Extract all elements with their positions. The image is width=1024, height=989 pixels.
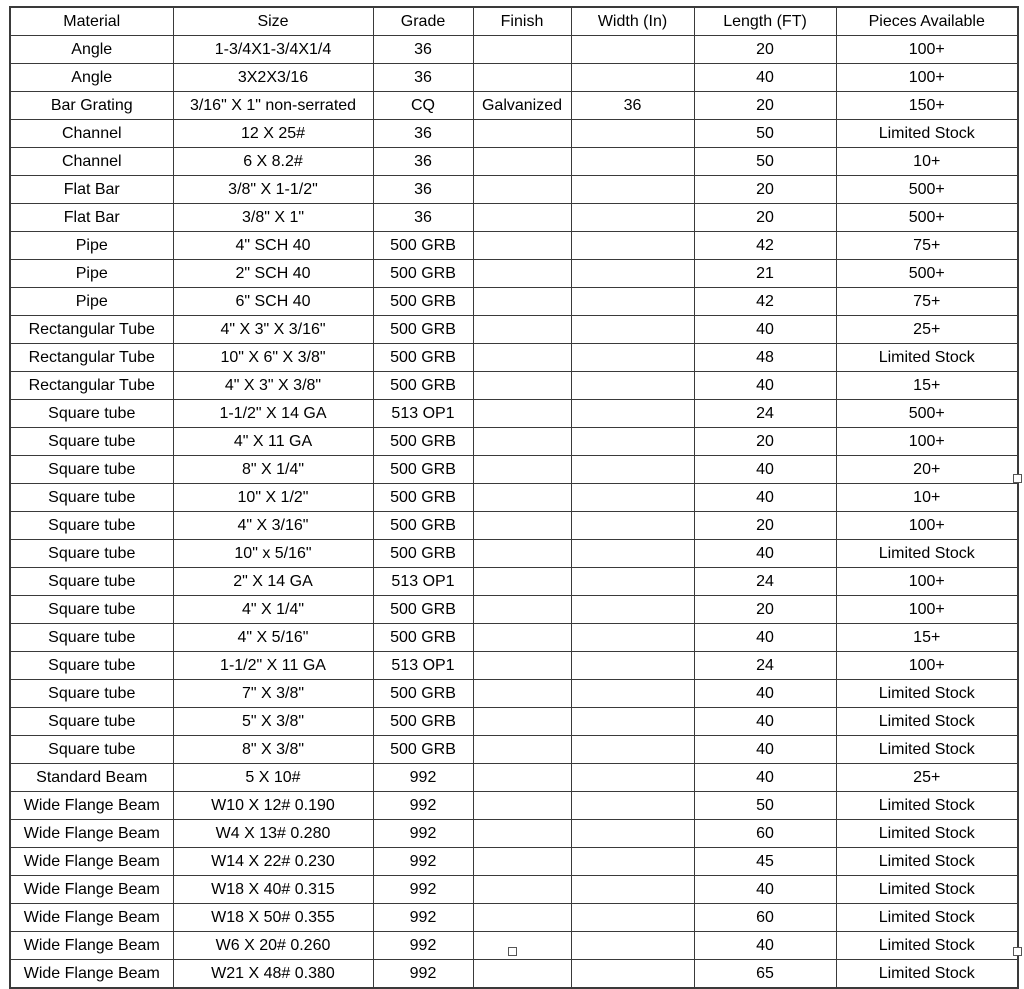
table-cell[interactable] bbox=[473, 64, 571, 92]
table-cell[interactable] bbox=[473, 708, 571, 736]
table-cell[interactable] bbox=[571, 596, 694, 624]
resize-handle-bottom[interactable] bbox=[508, 947, 517, 956]
resize-handle-corner[interactable] bbox=[1013, 947, 1022, 956]
table-cell[interactable]: 36 bbox=[373, 120, 473, 148]
table-cell[interactable]: 100+ bbox=[836, 652, 1018, 680]
table-cell[interactable]: Standard Beam bbox=[10, 764, 173, 792]
table-row[interactable] bbox=[10, 904, 1018, 932]
table-cell[interactable] bbox=[473, 428, 571, 456]
table-cell[interactable] bbox=[473, 400, 571, 428]
table-cell[interactable]: Limited Stock bbox=[836, 120, 1018, 148]
table-row[interactable] bbox=[10, 568, 1018, 596]
table-cell[interactable]: Rectangular Tube bbox=[10, 316, 173, 344]
table-cell[interactable] bbox=[473, 260, 571, 288]
table-cell[interactable]: Limited Stock bbox=[836, 960, 1018, 989]
table-cell[interactable]: 42 bbox=[694, 288, 836, 316]
table-cell[interactable]: Limited Stock bbox=[836, 736, 1018, 764]
table-row[interactable] bbox=[10, 36, 1018, 64]
table-cell[interactable]: Pipe bbox=[10, 232, 173, 260]
table-cell[interactable]: Square tube bbox=[10, 624, 173, 652]
table-cell[interactable]: Wide Flange Beam bbox=[10, 932, 173, 960]
table-cell[interactable] bbox=[571, 624, 694, 652]
table-row[interactable] bbox=[10, 960, 1018, 989]
table-cell[interactable]: W4 X 13# 0.280 bbox=[173, 820, 373, 848]
table-row[interactable] bbox=[10, 708, 1018, 736]
table-cell[interactable]: 992 bbox=[373, 904, 473, 932]
table-cell[interactable] bbox=[473, 148, 571, 176]
table-cell[interactable]: 5 X 10# bbox=[173, 764, 373, 792]
table-cell[interactable]: 20 bbox=[694, 176, 836, 204]
table-row[interactable] bbox=[10, 652, 1018, 680]
table-cell[interactable] bbox=[473, 652, 571, 680]
table-cell[interactable]: CQ bbox=[373, 92, 473, 120]
table-cell[interactable]: Square tube bbox=[10, 736, 173, 764]
table-cell[interactable]: Square tube bbox=[10, 596, 173, 624]
table-cell[interactable]: 4" X 3" X 3/8" bbox=[173, 372, 373, 400]
table-cell[interactable]: 1-1/2" X 11 GA bbox=[173, 652, 373, 680]
table-cell[interactable] bbox=[571, 120, 694, 148]
table-cell[interactable]: Wide Flange Beam bbox=[10, 792, 173, 820]
table-cell[interactable] bbox=[473, 904, 571, 932]
table-cell[interactable] bbox=[473, 764, 571, 792]
column-header-length-ft[interactable]: Length (FT) bbox=[694, 7, 836, 36]
table-cell[interactable] bbox=[571, 904, 694, 932]
table-cell[interactable]: Square tube bbox=[10, 400, 173, 428]
table-cell[interactable] bbox=[571, 288, 694, 316]
table-cell[interactable]: 40 bbox=[694, 680, 836, 708]
table-cell[interactable]: 50 bbox=[694, 792, 836, 820]
table-cell[interactable]: Limited Stock bbox=[836, 820, 1018, 848]
column-header-finish[interactable]: Finish bbox=[473, 7, 571, 36]
table-cell[interactable]: 100+ bbox=[836, 596, 1018, 624]
table-cell[interactable]: 20 bbox=[694, 36, 836, 64]
table-cell[interactable] bbox=[473, 204, 571, 232]
table-cell[interactable] bbox=[473, 484, 571, 512]
table-cell[interactable] bbox=[571, 484, 694, 512]
table-cell[interactable]: 500 GRB bbox=[373, 736, 473, 764]
table-cell[interactable]: 40 bbox=[694, 456, 836, 484]
table-cell[interactable]: 992 bbox=[373, 932, 473, 960]
table-row[interactable] bbox=[10, 92, 1018, 120]
table-cell[interactable]: 45 bbox=[694, 848, 836, 876]
table-row[interactable] bbox=[10, 204, 1018, 232]
table-cell[interactable]: 24 bbox=[694, 568, 836, 596]
table-cell[interactable]: 65 bbox=[694, 960, 836, 989]
table-cell[interactable]: 500 GRB bbox=[373, 624, 473, 652]
table-cell[interactable] bbox=[571, 260, 694, 288]
table-cell[interactable] bbox=[473, 512, 571, 540]
table-cell[interactable]: Limited Stock bbox=[836, 932, 1018, 960]
table-cell[interactable]: 50 bbox=[694, 148, 836, 176]
table-cell[interactable]: 40 bbox=[694, 624, 836, 652]
table-cell[interactable]: 15+ bbox=[836, 372, 1018, 400]
table-cell[interactable]: 500 GRB bbox=[373, 232, 473, 260]
table-cell[interactable]: 992 bbox=[373, 876, 473, 904]
table-cell[interactable] bbox=[571, 456, 694, 484]
table-cell[interactable]: Limited Stock bbox=[836, 708, 1018, 736]
table-cell[interactable]: 992 bbox=[373, 792, 473, 820]
table-cell[interactable] bbox=[473, 680, 571, 708]
table-cell[interactable]: Square tube bbox=[10, 484, 173, 512]
table-cell[interactable] bbox=[571, 708, 694, 736]
table-cell[interactable]: 500 GRB bbox=[373, 372, 473, 400]
table-row[interactable] bbox=[10, 372, 1018, 400]
table-cell[interactable] bbox=[473, 36, 571, 64]
table-cell[interactable]: 992 bbox=[373, 960, 473, 989]
table-cell[interactable] bbox=[571, 848, 694, 876]
table-cell[interactable]: 21 bbox=[694, 260, 836, 288]
table-cell[interactable] bbox=[473, 960, 571, 989]
table-cell[interactable]: Square tube bbox=[10, 428, 173, 456]
table-cell[interactable]: 36 bbox=[373, 64, 473, 92]
table-cell[interactable] bbox=[571, 764, 694, 792]
table-cell[interactable]: 500+ bbox=[836, 260, 1018, 288]
table-cell[interactable]: 500 GRB bbox=[373, 512, 473, 540]
table-cell[interactable]: Square tube bbox=[10, 568, 173, 596]
table-cell[interactable]: Rectangular Tube bbox=[10, 372, 173, 400]
table-row[interactable] bbox=[10, 176, 1018, 204]
table-row[interactable] bbox=[10, 316, 1018, 344]
table-cell[interactable] bbox=[473, 120, 571, 148]
table-cell[interactable]: 20 bbox=[694, 204, 836, 232]
table-cell[interactable]: Wide Flange Beam bbox=[10, 904, 173, 932]
table-cell[interactable]: 100+ bbox=[836, 428, 1018, 456]
table-row[interactable] bbox=[10, 260, 1018, 288]
table-cell[interactable]: 20 bbox=[694, 512, 836, 540]
table-cell[interactable] bbox=[571, 568, 694, 596]
table-cell[interactable]: 24 bbox=[694, 652, 836, 680]
table-cell[interactable]: Wide Flange Beam bbox=[10, 876, 173, 904]
table-cell[interactable]: 500 GRB bbox=[373, 540, 473, 568]
table-cell[interactable]: 500 GRB bbox=[373, 344, 473, 372]
table-cell[interactable]: 100+ bbox=[836, 36, 1018, 64]
table-cell[interactable] bbox=[571, 316, 694, 344]
table-cell[interactable]: Limited Stock bbox=[836, 876, 1018, 904]
table-cell[interactable]: 40 bbox=[694, 64, 836, 92]
table-cell[interactable]: Angle bbox=[10, 36, 173, 64]
table-cell[interactable]: 2" X 14 GA bbox=[173, 568, 373, 596]
table-cell[interactable]: Limited Stock bbox=[836, 344, 1018, 372]
table-cell[interactable] bbox=[473, 232, 571, 260]
table-cell[interactable]: 40 bbox=[694, 540, 836, 568]
table-row[interactable] bbox=[10, 232, 1018, 260]
table-cell[interactable]: 500+ bbox=[836, 204, 1018, 232]
table-cell[interactable]: 4" X 1/4" bbox=[173, 596, 373, 624]
table-cell[interactable]: 513 OP1 bbox=[373, 400, 473, 428]
table-cell[interactable]: 1-1/2" X 14 GA bbox=[173, 400, 373, 428]
table-cell[interactable] bbox=[473, 176, 571, 204]
header-row bbox=[10, 7, 1018, 36]
table-row[interactable] bbox=[10, 624, 1018, 652]
table-row[interactable] bbox=[10, 792, 1018, 820]
column-header-width-in[interactable]: Width (In) bbox=[571, 7, 694, 36]
table-cell[interactable]: 500 GRB bbox=[373, 708, 473, 736]
table-row[interactable] bbox=[10, 596, 1018, 624]
table-cell[interactable] bbox=[571, 680, 694, 708]
table-row[interactable] bbox=[10, 736, 1018, 764]
table-row[interactable] bbox=[10, 820, 1018, 848]
table-row[interactable] bbox=[10, 540, 1018, 568]
table-cell[interactable]: 100+ bbox=[836, 512, 1018, 540]
column-header-size[interactable]: Size bbox=[173, 7, 373, 36]
table-cell[interactable]: 500 GRB bbox=[373, 680, 473, 708]
table-cell[interactable]: 50 bbox=[694, 120, 836, 148]
table-cell[interactable]: Pipe bbox=[10, 260, 173, 288]
table-cell[interactable]: 500 GRB bbox=[373, 456, 473, 484]
table-cell[interactable]: W10 X 12# 0.190 bbox=[173, 792, 373, 820]
table-cell[interactable]: Pipe bbox=[10, 288, 173, 316]
table-cell[interactable]: Wide Flange Beam bbox=[10, 820, 173, 848]
table-cell[interactable]: 8" X 3/8" bbox=[173, 736, 373, 764]
table-row[interactable] bbox=[10, 876, 1018, 904]
table-cell[interactable]: 20 bbox=[694, 428, 836, 456]
table-cell[interactable] bbox=[571, 792, 694, 820]
table-row[interactable] bbox=[10, 64, 1018, 92]
table-cell[interactable] bbox=[571, 428, 694, 456]
table-cell[interactable]: Square tube bbox=[10, 456, 173, 484]
table-cell[interactable]: 3/8" X 1" bbox=[173, 204, 373, 232]
table-cell[interactable]: Flat Bar bbox=[10, 176, 173, 204]
table-cell[interactable]: 48 bbox=[694, 344, 836, 372]
table-cell[interactable]: 500+ bbox=[836, 176, 1018, 204]
table-cell[interactable]: Flat Bar bbox=[10, 204, 173, 232]
table-cell[interactable]: 513 OP1 bbox=[373, 652, 473, 680]
table-cell[interactable] bbox=[473, 344, 571, 372]
table-cell[interactable]: 40 bbox=[694, 764, 836, 792]
table-cell[interactable] bbox=[571, 512, 694, 540]
table-cell[interactable]: Square tube bbox=[10, 540, 173, 568]
table-cell[interactable]: 10" X 1/2" bbox=[173, 484, 373, 512]
table-cell[interactable]: 1-3/4X1-3/4X1/4 bbox=[173, 36, 373, 64]
table-cell[interactable] bbox=[473, 624, 571, 652]
table-cell[interactable]: 3/16" X 1" non-serrated bbox=[173, 92, 373, 120]
table-cell[interactable]: W18 X 50# 0.355 bbox=[173, 904, 373, 932]
table-cell[interactable] bbox=[473, 372, 571, 400]
table-cell[interactable]: W18 X 40# 0.315 bbox=[173, 876, 373, 904]
table-cell[interactable]: 40 bbox=[694, 372, 836, 400]
table-cell[interactable]: 100+ bbox=[836, 64, 1018, 92]
table-cell[interactable]: W21 X 48# 0.380 bbox=[173, 960, 373, 989]
table-cell[interactable]: 10" x 5/16" bbox=[173, 540, 373, 568]
table-cell[interactable]: 36 bbox=[571, 92, 694, 120]
table-cell[interactable]: 500 GRB bbox=[373, 260, 473, 288]
table-cell[interactable] bbox=[571, 876, 694, 904]
table-cell[interactable]: 10+ bbox=[836, 148, 1018, 176]
table-row[interactable] bbox=[10, 288, 1018, 316]
table-cell[interactable]: 15+ bbox=[836, 624, 1018, 652]
table-row[interactable] bbox=[10, 428, 1018, 456]
table-cell[interactable] bbox=[571, 736, 694, 764]
table-cell[interactable] bbox=[473, 568, 571, 596]
table-cell[interactable] bbox=[571, 540, 694, 568]
table-cell[interactable]: Rectangular Tube bbox=[10, 344, 173, 372]
table-cell[interactable]: 6 X 8.2# bbox=[173, 148, 373, 176]
table-cell[interactable]: Limited Stock bbox=[836, 792, 1018, 820]
table-cell[interactable] bbox=[571, 344, 694, 372]
table-cell[interactable] bbox=[571, 64, 694, 92]
table-cell[interactable]: 40 bbox=[694, 736, 836, 764]
table-cell[interactable] bbox=[473, 736, 571, 764]
table-cell[interactable]: 40 bbox=[694, 316, 836, 344]
table-cell[interactable] bbox=[473, 316, 571, 344]
table-cell[interactable]: 40 bbox=[694, 876, 836, 904]
column-header-material[interactable]: Material bbox=[10, 7, 173, 36]
table-cell[interactable]: Limited Stock bbox=[836, 540, 1018, 568]
table-cell[interactable] bbox=[473, 848, 571, 876]
table-cell[interactable]: 992 bbox=[373, 820, 473, 848]
table-header bbox=[10, 7, 1018, 36]
table-cell[interactable]: Limited Stock bbox=[836, 680, 1018, 708]
table-row[interactable] bbox=[10, 484, 1018, 512]
table-cell[interactable]: 8" X 1/4" bbox=[173, 456, 373, 484]
table-cell[interactable]: Bar Grating bbox=[10, 92, 173, 120]
table-row[interactable] bbox=[10, 344, 1018, 372]
table-cell[interactable]: 992 bbox=[373, 848, 473, 876]
table-cell[interactable] bbox=[473, 596, 571, 624]
table-cell[interactable]: 5" X 3/8" bbox=[173, 708, 373, 736]
table-cell[interactable]: Galvanized bbox=[473, 92, 571, 120]
table-cell[interactable]: 36 bbox=[373, 176, 473, 204]
table-cell[interactable]: Angle bbox=[10, 64, 173, 92]
table-cell[interactable]: 40 bbox=[694, 708, 836, 736]
table-cell[interactable]: Square tube bbox=[10, 708, 173, 736]
table-row[interactable] bbox=[10, 148, 1018, 176]
table-cell[interactable]: 75+ bbox=[836, 288, 1018, 316]
resize-handle-right[interactable] bbox=[1013, 474, 1022, 483]
table-cell[interactable] bbox=[571, 148, 694, 176]
table-cell[interactable] bbox=[571, 400, 694, 428]
table-cell[interactable]: Square tube bbox=[10, 652, 173, 680]
table-cell[interactable]: 500 GRB bbox=[373, 288, 473, 316]
table-cell[interactable] bbox=[473, 456, 571, 484]
table-cell[interactable]: 36 bbox=[373, 204, 473, 232]
table-cell[interactable] bbox=[571, 372, 694, 400]
table-row[interactable] bbox=[10, 400, 1018, 428]
table-cell[interactable]: 4" SCH 40 bbox=[173, 232, 373, 260]
table-cell[interactable]: 20+ bbox=[836, 456, 1018, 484]
table-body bbox=[10, 36, 1018, 989]
table-cell[interactable] bbox=[571, 204, 694, 232]
table-cell[interactable] bbox=[571, 176, 694, 204]
table-cell[interactable] bbox=[571, 232, 694, 260]
table-cell[interactable] bbox=[473, 540, 571, 568]
table-cell[interactable]: 500 GRB bbox=[373, 484, 473, 512]
column-header-pieces-available[interactable]: Pieces Available bbox=[836, 7, 1018, 36]
table-cell[interactable]: 500 GRB bbox=[373, 596, 473, 624]
table-row[interactable] bbox=[10, 764, 1018, 792]
table-cell[interactable]: 25+ bbox=[836, 764, 1018, 792]
table-cell[interactable]: Wide Flange Beam bbox=[10, 960, 173, 989]
table-cell[interactable]: 42 bbox=[694, 232, 836, 260]
table-cell[interactable] bbox=[473, 876, 571, 904]
table-cell[interactable]: 3X2X3/16 bbox=[173, 64, 373, 92]
table-cell[interactable] bbox=[571, 36, 694, 64]
table-cell[interactable]: 513 OP1 bbox=[373, 568, 473, 596]
table-cell[interactable]: 500+ bbox=[836, 400, 1018, 428]
table-cell[interactable]: 60 bbox=[694, 904, 836, 932]
table-cell[interactable] bbox=[473, 792, 571, 820]
table-cell[interactable] bbox=[473, 288, 571, 316]
table-cell[interactable]: 992 bbox=[373, 764, 473, 792]
table-cell[interactable] bbox=[571, 820, 694, 848]
table-cell[interactable]: 75+ bbox=[836, 232, 1018, 260]
table-cell[interactable]: 36 bbox=[373, 36, 473, 64]
table-cell[interactable] bbox=[473, 932, 571, 960]
table-cell[interactable]: 4" X 3/16" bbox=[173, 512, 373, 540]
table-cell[interactable]: 40 bbox=[694, 932, 836, 960]
table-cell[interactable]: 60 bbox=[694, 820, 836, 848]
table-cell[interactable] bbox=[571, 652, 694, 680]
table-cell[interactable]: 500 GRB bbox=[373, 316, 473, 344]
table-cell[interactable]: 20 bbox=[694, 92, 836, 120]
table-cell[interactable]: 500 GRB bbox=[373, 428, 473, 456]
table-cell[interactable]: 10+ bbox=[836, 484, 1018, 512]
table-cell[interactable]: 7" X 3/8" bbox=[173, 680, 373, 708]
table-row[interactable] bbox=[10, 680, 1018, 708]
table-cell[interactable]: Limited Stock bbox=[836, 848, 1018, 876]
table-cell[interactable]: 100+ bbox=[836, 568, 1018, 596]
table-row[interactable] bbox=[10, 120, 1018, 148]
table-cell[interactable]: W14 X 22# 0.230 bbox=[173, 848, 373, 876]
table-cell[interactable]: 4" X 11 GA bbox=[173, 428, 373, 456]
table-cell[interactable]: Wide Flange Beam bbox=[10, 848, 173, 876]
table-cell[interactable]: Square tube bbox=[10, 512, 173, 540]
table-cell[interactable] bbox=[571, 960, 694, 989]
column-header-grade[interactable]: Grade bbox=[373, 7, 473, 36]
table-cell[interactable]: 4" X 3" X 3/16" bbox=[173, 316, 373, 344]
table-cell[interactable]: 4" X 5/16" bbox=[173, 624, 373, 652]
table-cell[interactable]: 40 bbox=[694, 484, 836, 512]
table-cell[interactable]: 150+ bbox=[836, 92, 1018, 120]
table-cell[interactable]: 24 bbox=[694, 400, 836, 428]
table-cell[interactable]: 10" X 6" X 3/8" bbox=[173, 344, 373, 372]
table-cell[interactable]: 3/8" X 1-1/2" bbox=[173, 176, 373, 204]
table-row[interactable] bbox=[10, 512, 1018, 540]
table-cell[interactable]: Limited Stock bbox=[836, 904, 1018, 932]
table-cell[interactable] bbox=[571, 932, 694, 960]
table-cell[interactable]: Square tube bbox=[10, 680, 173, 708]
table-row[interactable] bbox=[10, 848, 1018, 876]
table-cell[interactable]: 2" SCH 40 bbox=[173, 260, 373, 288]
table-cell[interactable]: 25+ bbox=[836, 316, 1018, 344]
table-cell[interactable]: 12 X 25# bbox=[173, 120, 373, 148]
table-cell[interactable]: Channel bbox=[10, 120, 173, 148]
table-cell[interactable]: 6" SCH 40 bbox=[173, 288, 373, 316]
table-cell[interactable]: W6 X 20# 0.260 bbox=[173, 932, 373, 960]
table-cell[interactable] bbox=[473, 820, 571, 848]
table-cell[interactable]: Channel bbox=[10, 148, 173, 176]
table-cell[interactable]: 20 bbox=[694, 596, 836, 624]
table-row[interactable] bbox=[10, 456, 1018, 484]
material-inventory-table[interactable] bbox=[9, 6, 1019, 989]
table-cell[interactable]: 36 bbox=[373, 148, 473, 176]
